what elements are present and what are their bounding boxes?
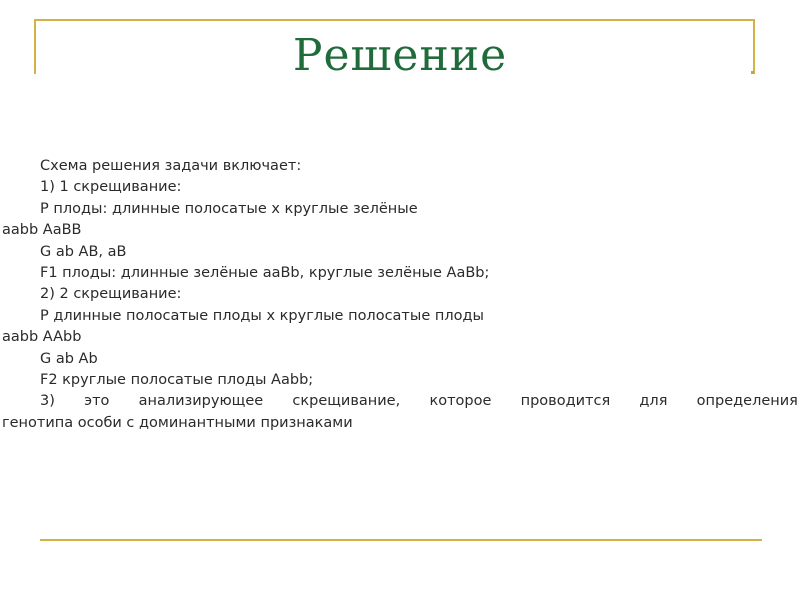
justified-word: это [84,393,110,410]
justified-word: 3) [40,393,55,410]
justified-word: для [639,393,668,410]
solution-text-block [0,156,800,434]
solution-line-4: aabb AaBB [2,222,82,239]
solution-line-9: aabb AAbb [2,329,82,346]
solution-line-7: 2) 2 скрещивание: [40,286,182,303]
solution-line-13: генотипа особи с доминантными признаками [2,414,353,431]
justified-word: проводится [520,393,611,410]
solution-line-10: G ab Ab [40,350,98,367]
slide-title: Решение [292,30,508,81]
frame-bottom-border [40,539,762,541]
justified-word: которое [429,393,492,410]
solution-line-6: F1 плоды: длинные зелёные aaBb, круглые зелёные AaBb; [40,264,490,281]
solution-line-5: G ab AB, aB [40,243,127,260]
justified-word: скрещивание, [292,393,401,410]
solution-line-1: Схема решения задачи включает: [40,158,302,174]
justified-word: анализирующее [138,393,264,410]
solution-line-8: Р длинные полосатые плоды х круглые полосатые плоды [40,307,484,324]
solution-line-11: F2 круглые полосатые плоды Aabb; [40,371,314,388]
justified-word: определения [696,393,798,410]
frame-top-border [34,19,755,21]
solution-line-12 [0,391,800,412]
solution-line-2: 1) 1 скрещивание: [40,179,182,196]
solution-line-3: Р плоды: длинные полосатые х круглые зелёные [40,200,418,217]
